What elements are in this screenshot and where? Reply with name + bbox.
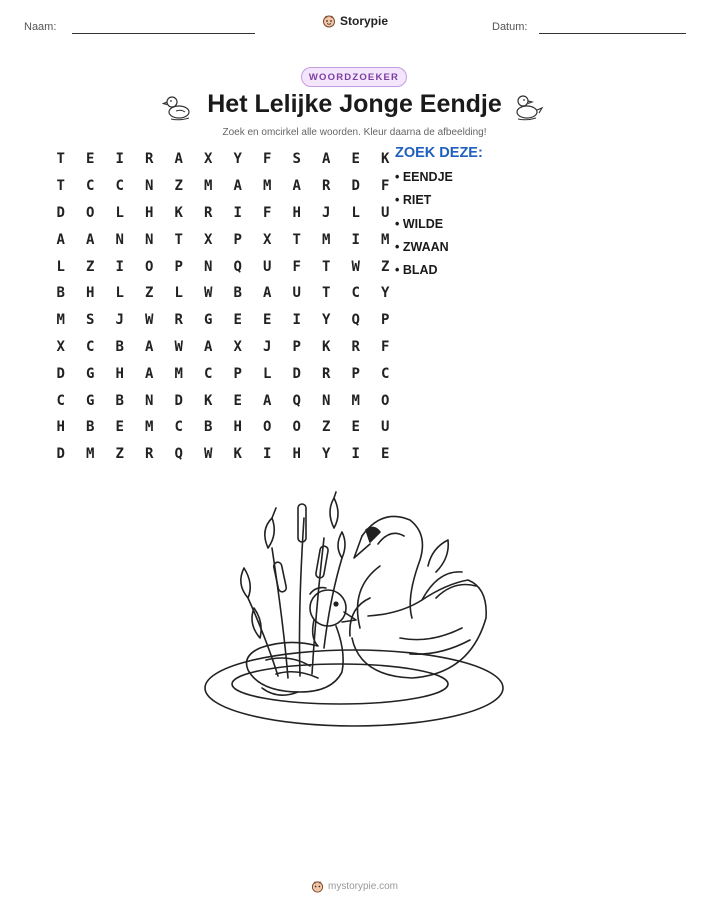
grid-letter[interactable]: N — [145, 392, 154, 409]
grid-letter[interactable]: U — [381, 204, 390, 221]
grid-letter[interactable]: L — [115, 204, 124, 221]
grid-letter[interactable]: T — [322, 258, 331, 275]
storypie-logo-icon — [311, 880, 324, 893]
grid-letter[interactable]: N — [145, 178, 154, 195]
storypie-logo-icon — [322, 14, 336, 28]
grid-letter[interactable]: E — [351, 151, 360, 168]
grid-letter[interactable]: N — [145, 231, 154, 248]
grid-letter[interactable]: C — [115, 178, 124, 195]
grid-letter[interactable]: I — [292, 312, 301, 329]
grid-letter[interactable]: P — [233, 231, 242, 248]
grid-letter[interactable]: W — [204, 446, 213, 463]
grid-letter[interactable]: T — [292, 231, 301, 248]
swan-and-duckling-coloring-image — [200, 488, 510, 738]
grid-letter[interactable]: T — [56, 178, 65, 195]
grid-letter[interactable]: E — [263, 312, 272, 329]
grid-letter[interactable]: I — [115, 151, 124, 168]
grid-letter[interactable]: P — [351, 365, 360, 382]
grid-row — [46, 253, 400, 280]
grid-row — [46, 441, 400, 468]
grid-letter[interactable]: P — [233, 365, 242, 382]
grid-letter[interactable]: K — [322, 338, 331, 355]
grid-letter[interactable]: C — [86, 338, 95, 355]
grid-letter[interactable]: Q — [351, 312, 360, 329]
grid-letter[interactable]: F — [263, 151, 272, 168]
worksheet-header — [0, 14, 709, 44]
grid-letter[interactable]: T — [322, 285, 331, 302]
grid-letter[interactable]: R — [145, 446, 154, 463]
grid-letter[interactable]: Z — [145, 285, 154, 302]
date-line — [539, 33, 686, 34]
grid-letter[interactable]: W — [351, 258, 360, 275]
grid-letter[interactable]: A — [145, 365, 154, 382]
grid-letter[interactable]: H — [86, 285, 95, 302]
grid-letter[interactable]: I — [233, 204, 242, 221]
grid-letter[interactable]: N — [322, 392, 331, 409]
grid-letter[interactable]: T — [174, 231, 183, 248]
grid-letter[interactable]: W — [204, 285, 213, 302]
brand-name: Storypie — [340, 14, 389, 28]
footer-url: mystorypie.com — [327, 881, 398, 892]
grid-letter[interactable]: F — [381, 178, 390, 195]
grid-letter[interactable]: Q — [292, 392, 301, 409]
grid-letter[interactable]: K — [174, 204, 183, 221]
grid-row — [46, 334, 400, 361]
grid-letter[interactable]: B — [204, 419, 213, 436]
grid-letter[interactable]: M — [263, 178, 272, 195]
grid-letter[interactable]: A — [145, 338, 154, 355]
grid-letter[interactable]: D — [56, 365, 65, 382]
grid-letter[interactable]: I — [263, 446, 272, 463]
date-label: Datum: — [492, 21, 528, 33]
grid-letter[interactable]: X — [263, 231, 272, 248]
grid-letter[interactable]: M — [174, 365, 183, 382]
grid-letter[interactable]: A — [263, 285, 272, 302]
grid-letter[interactable]: O — [263, 419, 272, 436]
grid-letter[interactable]: M — [145, 419, 154, 436]
grid-letter[interactable]: L — [115, 285, 124, 302]
grid-letter[interactable]: C — [174, 419, 183, 436]
grid-letter[interactable]: O — [292, 419, 301, 436]
word-item: • EENDJE — [395, 170, 453, 184]
grid-letter[interactable]: P — [292, 338, 301, 355]
grid-letter[interactable]: H — [292, 446, 301, 463]
grid-letter[interactable]: Z — [86, 258, 95, 275]
grid-letter[interactable]: L — [263, 365, 272, 382]
grid-row — [46, 414, 400, 441]
grid-letter[interactable]: A — [56, 231, 65, 248]
grid-letter[interactable]: A — [322, 151, 331, 168]
grid-letter[interactable]: A — [86, 231, 95, 248]
grid-letter[interactable]: L — [174, 285, 183, 302]
grid-letter[interactable]: M — [381, 231, 390, 248]
grid-letter[interactable]: T — [56, 151, 65, 168]
word-search-grid — [46, 146, 400, 468]
name-line — [72, 33, 255, 34]
grid-letter[interactable]: G — [86, 392, 95, 409]
grid-letter[interactable]: Y — [322, 312, 331, 329]
grid-letter[interactable]: R — [322, 365, 331, 382]
grid-letter[interactable]: U — [263, 258, 272, 275]
grid-letter[interactable]: M — [322, 231, 331, 248]
grid-letter[interactable]: G — [86, 365, 95, 382]
word-item: • BLAD — [395, 263, 438, 278]
grid-letter[interactable]: L — [56, 258, 65, 275]
grid-letter[interactable]: L — [351, 204, 360, 221]
grid-letter[interactable]: H — [56, 419, 65, 436]
grid-letter[interactable]: E — [233, 392, 242, 409]
grid-letter[interactable]: B — [115, 338, 124, 355]
grid-letter[interactable]: A — [233, 178, 242, 195]
grid-letter[interactable]: M — [86, 446, 95, 463]
grid-letter[interactable]: J — [115, 312, 124, 329]
page-title: Het Lelijke Jonge Eendje — [207, 90, 502, 118]
grid-letter[interactable]: Q — [233, 258, 242, 275]
word-item: • ZWAAN — [395, 239, 449, 254]
grid-row — [46, 307, 400, 334]
grid-letter[interactable]: Q — [174, 446, 183, 463]
grid-letter[interactable]: R — [322, 178, 331, 195]
grid-letter[interactable]: Z — [381, 258, 390, 275]
grid-row — [46, 173, 400, 200]
grid-letter[interactable]: X — [233, 338, 242, 355]
grid-letter[interactable]: C — [351, 285, 360, 302]
grid-letter[interactable]: X — [56, 338, 65, 355]
grid-row — [46, 146, 400, 173]
grid-row — [46, 387, 400, 414]
grid-letter[interactable]: I — [115, 258, 124, 275]
grid-letter[interactable]: E — [351, 419, 360, 436]
grid-letter[interactable]: D — [56, 204, 65, 221]
grid-letter[interactable]: Z — [115, 446, 124, 463]
word-list-title: ZOEK DEZE: — [395, 145, 483, 161]
brand-logo — [322, 14, 388, 28]
grid-letter[interactable]: E — [381, 446, 390, 463]
word-list — [395, 145, 483, 286]
grid-letter[interactable]: D — [292, 365, 301, 382]
grid-letter[interactable]: U — [292, 285, 301, 302]
grid-letter[interactable]: M — [204, 178, 213, 195]
grid-letter[interactable]: N — [115, 231, 124, 248]
grid-letter[interactable]: B — [115, 392, 124, 409]
grid-letter[interactable]: B — [233, 285, 242, 302]
grid-letter[interactable]: E — [233, 312, 242, 329]
grid-letter[interactable]: Y — [322, 446, 331, 463]
grid-letter[interactable]: X — [204, 151, 213, 168]
grid-letter[interactable]: N — [204, 258, 213, 275]
grid-letter[interactable]: H — [145, 204, 154, 221]
grid-letter[interactable]: R — [204, 204, 213, 221]
grid-letter[interactable]: A — [263, 392, 272, 409]
grid-letter[interactable]: K — [381, 151, 390, 168]
grid-letter[interactable]: A — [292, 178, 301, 195]
grid-letter[interactable]: P — [381, 312, 390, 329]
grid-letter[interactable]: E — [86, 151, 95, 168]
grid-letter[interactable]: B — [86, 419, 95, 436]
grid-letter[interactable]: D — [351, 178, 360, 195]
grid-row — [46, 280, 400, 307]
grid-letter[interactable]: S — [86, 312, 95, 329]
grid-letter[interactable]: A — [174, 151, 183, 168]
grid-letter[interactable]: O — [86, 204, 95, 221]
grid-letter[interactable]: E — [115, 419, 124, 436]
title-row — [0, 88, 709, 126]
grid-letter[interactable]: C — [381, 365, 390, 382]
worksheet-type-badge: WOORDZOEKER — [301, 67, 407, 87]
grid-letter[interactable]: F — [292, 258, 301, 275]
grid-letter[interactable]: D — [56, 446, 65, 463]
grid-letter[interactable]: H — [292, 204, 301, 221]
footer — [0, 880, 709, 893]
grid-letter[interactable]: R — [145, 151, 154, 168]
instructions: Zoek en omcirkel alle woorden. Kleur daarna de afbeelding! — [222, 127, 487, 138]
grid-letter[interactable]: J — [322, 204, 331, 221]
grid-letter[interactable]: R — [174, 312, 183, 329]
grid-letter[interactable]: I — [351, 446, 360, 463]
grid-letter[interactable]: R — [351, 338, 360, 355]
grid-letter[interactable]: G — [204, 312, 213, 329]
grid-letter[interactable]: F — [381, 338, 390, 355]
grid-letter[interactable]: M — [351, 392, 360, 409]
grid-letter[interactable]: B — [56, 285, 65, 302]
grid-letter[interactable]: C — [56, 392, 65, 409]
grid-letter[interactable]: J — [263, 338, 272, 355]
name-label: Naam: — [24, 21, 57, 33]
grid-letter[interactable]: F — [263, 204, 272, 221]
grid-row — [46, 360, 400, 387]
grid-letter[interactable]: O — [145, 258, 154, 275]
grid-letter[interactable]: W — [145, 312, 154, 329]
grid-letter[interactable]: I — [351, 231, 360, 248]
grid-letter[interactable]: P — [174, 258, 183, 275]
grid-letter[interactable]: Z — [322, 419, 331, 436]
grid-letter[interactable]: H — [233, 419, 242, 436]
word-item: • RIET — [395, 193, 432, 208]
grid-letter[interactable]: M — [56, 312, 65, 329]
grid-letter[interactable]: U — [381, 419, 390, 436]
word-item: • WILDE — [395, 216, 444, 231]
grid-letter[interactable]: X — [204, 231, 213, 248]
grid-letter[interactable]: S — [292, 151, 301, 168]
grid-letter[interactable]: Z — [174, 178, 183, 195]
duckling-icon — [512, 90, 544, 122]
grid-letter[interactable]: C — [86, 178, 95, 195]
grid-letter[interactable]: A — [204, 338, 213, 355]
grid-letter[interactable]: W — [174, 338, 183, 355]
grid-letter[interactable]: C — [204, 365, 213, 382]
grid-row — [46, 200, 400, 227]
grid-letter[interactable]: K — [233, 446, 242, 463]
grid-letter[interactable]: H — [115, 365, 124, 382]
grid-letter[interactable]: Y — [233, 151, 242, 168]
grid-row — [46, 226, 400, 253]
grid-letter[interactable]: K — [204, 392, 213, 409]
grid-letter[interactable]: D — [174, 392, 183, 409]
grid-letter[interactable]: Y — [381, 285, 390, 302]
grid-letter[interactable]: O — [381, 392, 390, 409]
